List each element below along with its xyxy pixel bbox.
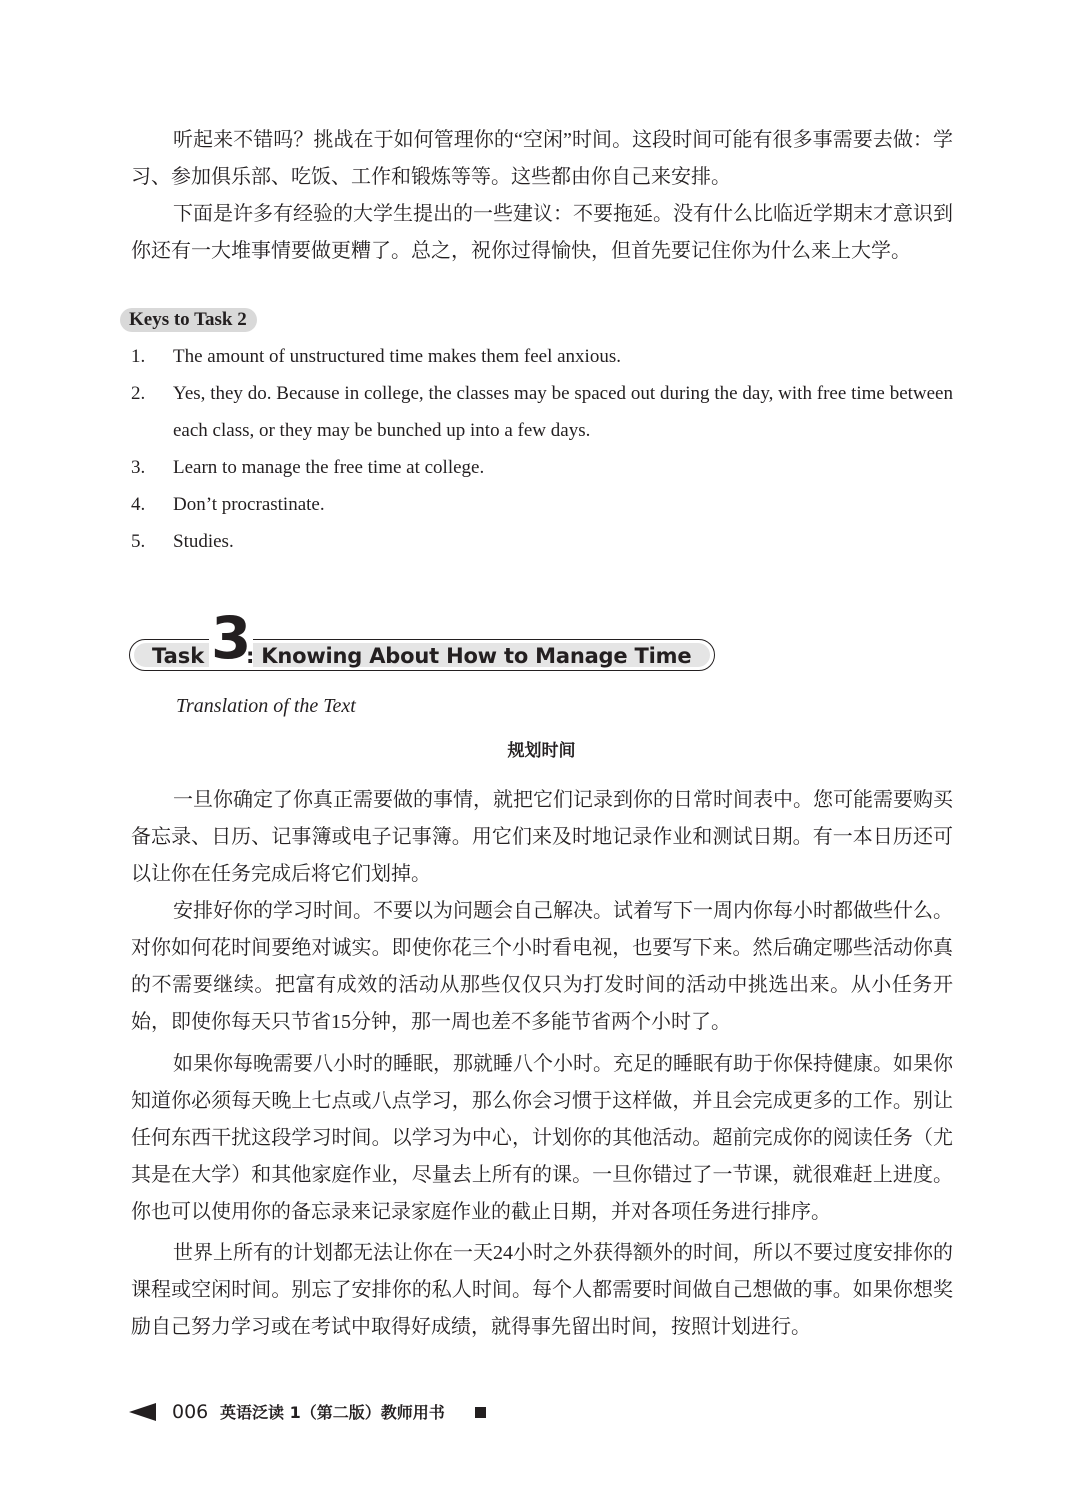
book-title: 英语泛读 1（第二版）教师用书 — [220, 1403, 445, 1422]
answer-text: Yes, they do. Because in college, the classes may be spaced out during the day, with free time between each class, or they may be bunched up into a few days. — [173, 383, 953, 441]
body-paragraph-1: 一旦你确定了你真正需要做的事情，就把它们记录到你的日常时间表中。您可能需要购买备忘录、日历、记事簿或电子记事簿。用它们来及时地记录作业和测试日期。有一本日历还可以让你在任务完成后将它们划掉。 — [131, 789, 953, 885]
keys-to-task-2-label: Keys to Task 2 — [120, 308, 257, 332]
intro-paragraph-2: 下面是许多有经验的大学生提出的一些建议：不要拖延。没有什么比临近学期末才意识到你还有一大堆事情要做更糟了。总之，祝你过得愉快，但首先要记住你为什么来上大学。 — [131, 203, 953, 262]
intro-paragraph-1: 听起来不错吗？挑战在于如何管理你的“空闲”时间。这段时间可能有很多事需要去做：学习、参加俱乐部、吃饭、工作和锻炼等等。这些都由你自己来安排。 — [131, 129, 953, 188]
text-heading: 规划时间 — [507, 741, 576, 761]
answer-number: 5. — [131, 531, 146, 552]
answer-item — [131, 523, 953, 560]
answer-number: 3. — [131, 457, 146, 478]
answer-item — [131, 449, 953, 486]
task-title: : Knowing About How to Manage Time — [246, 644, 692, 668]
answer-item — [131, 486, 953, 523]
answer-text: The amount of unstructured time makes them feel anxious. — [173, 346, 621, 367]
body-paragraph-3: 如果你每晚需要八小时的睡眠，那就睡八个小时。充足的睡眠有助于你保持健康。如果你知道你必须每天晚上七点或八点学习，那么你会习惯于这样做，并且会完成更多的工作。别让任何东西干扰这段学习时间。以学习为中心，计划你的其他活动。超前完成你的阅读任务（尤其是在大学）和其他家庭作业，尽量去上所有的课。一旦你错过了一节课，就很难赶上进度。你也可以使用你的备忘录来记录家庭作业的截止日期，并对各项任务进行排序。 — [131, 1053, 953, 1223]
answer-number: 4. — [131, 494, 146, 515]
page-number: 006 — [172, 1401, 209, 1423]
answer-item — [131, 338, 953, 375]
answer-number: 1. — [131, 346, 146, 367]
task-word: Task — [152, 644, 205, 668]
answer-text: Studies. — [173, 531, 234, 552]
answer-text: Don’t procrastinate. — [173, 494, 325, 515]
answer-number: 2. — [131, 383, 146, 404]
body-paragraph-2: 安排好你的学习时间。不要以为问题会自己解决。试着写下一周内你每小时都做些什么。对你如何花时间要绝对诚实。即使你花三个小时看电视，也要写下来。然后确定哪些活动你真的不需要继续。把富有成效的活动从那些仅仅只为打发时间的活动中挑选出来。从小任务开始，即使你每天只节省15分钟，那一周也差不多能节省两个小时了。 — [131, 900, 953, 1033]
answer-item — [131, 375, 953, 449]
task-number: 3 — [211, 604, 252, 672]
translation-subtitle: Translation of the Text — [176, 695, 356, 717]
answer-text: Learn to manage the free time at college. — [173, 457, 485, 478]
answer-list — [131, 338, 953, 560]
left-arrow-icon — [129, 1403, 156, 1421]
body-paragraph-4: 世界上所有的计划都无法让你在一天24小时之外获得额外的时间，所以不要过度安排你的课程或空闲时间。别忘了安排你的私人时间。每个人都需要时间做自己想做的事。如果你想奖励自己努力学习或在考试中取得好成绩，就得事先留出时间，按照计划进行。 — [131, 1242, 953, 1338]
square-icon — [475, 1407, 486, 1418]
